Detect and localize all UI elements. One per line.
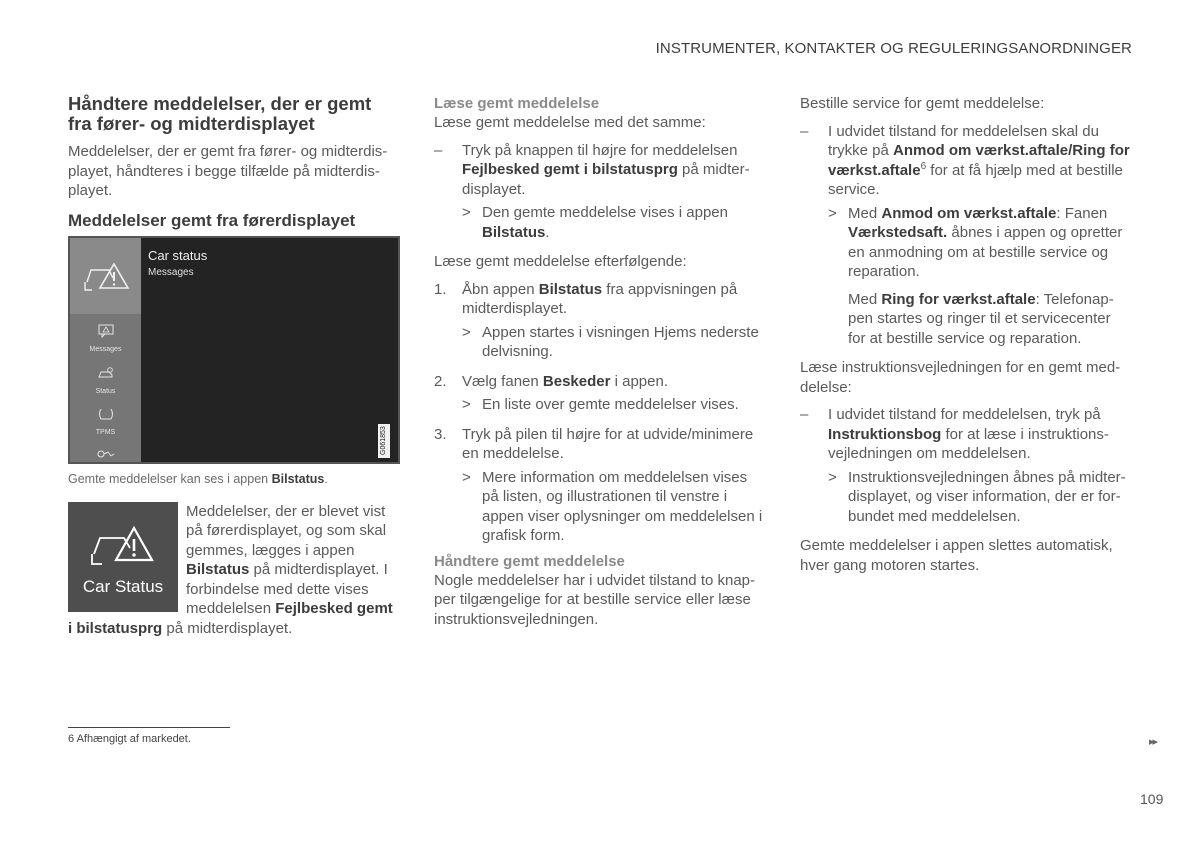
tab-service — [70, 448, 141, 462]
screen-title: Car status — [148, 248, 208, 263]
result-continuation: Med Ring for værkst.aftale: Telefonappen startes og ringer til et servicecenter for at bestille service og reparation. — [848, 290, 1114, 347]
tab-messages-label: Messages — [89, 346, 122, 353]
car-warning-icon — [70, 238, 141, 314]
order-service-intro: Bestille service for gemt meddelelse: — [800, 95, 1045, 112]
step-2: 2. Vælg fanen Beskeder i appen. — [434, 372, 668, 390]
status-icon — [97, 366, 115, 380]
tpms-icon — [97, 407, 115, 421]
tab-tpms-label: TPMS — [95, 429, 116, 436]
handle-paragraph: Nogle meddelelser har i udvidet tilstand to knapper tilgængelige for at bestille service eller læse instruktionsvejledningen. — [434, 571, 756, 628]
car-warning-icon — [90, 522, 156, 572]
figure-caption: Gemte meddelelser kan ses i appen Bilstatus. — [68, 472, 328, 486]
car-status-app-block — [68, 502, 400, 639]
subsection-title: Meddelelser gemt fra førerdisplayet — [68, 210, 356, 230]
result-item: > Med Anmod om værkst.aftale: Fanen Værkstedsaft. åbnes i appen og opretter en anmodning om at bestille service og reparation. — [828, 204, 1123, 280]
tab-status — [70, 366, 141, 402]
read-later-intro: Læse gemt meddelelse efterfølgende: — [434, 253, 687, 270]
column-3 — [800, 94, 1132, 585]
manual-intro: Læse instruktionsvejledningen for en gemt meddelelse: — [800, 359, 1121, 396]
car-warning-tile — [70, 238, 141, 314]
result-item: > Den gemte meddelelse vises i appen Bilstatus. — [462, 204, 728, 241]
column-1 — [68, 94, 400, 638]
continue-arrow-icon: ▸▸ — [1149, 736, 1157, 748]
service-wrench-icon — [96, 448, 116, 460]
section-title: Håndtere meddelelser, der er gemt fra fører- og midterdisplayet — [68, 93, 372, 134]
result-item: > Instruktionsvejledningen åbnes på midterdisplayet, og viser information, der er forbundet med meddelelsen. — [828, 468, 1126, 525]
app-tile-label: Car Status — [82, 576, 164, 596]
step-1: 1. Åbn appen Bilstatus fra appvisningen på midterdisplayet. — [434, 280, 738, 317]
screenshot-sidebar — [70, 238, 141, 462]
car-status-screenshot — [68, 236, 400, 464]
result-item: > Mere information om meddelelsen vises på listen, og illustrationen til venstre i appen viser oplysninger om meddelelsen i grafisk form. — [462, 468, 763, 544]
page-number: 109 — [1140, 791, 1164, 807]
footnote-divider — [68, 727, 230, 728]
list-item: – I udvidet tilstand for meddelelsen, tryk på Instruktionsbog for at læse i instruktionsvejledningen om meddelelsen. — [800, 406, 1109, 462]
result-item: > Appen startes i visningen Hjems nederste delvisning. — [462, 323, 759, 360]
auto-delete-paragraph: Gemte meddelelser i appen slettes automatisk, hver gang motoren startes. — [800, 537, 1113, 574]
list-item: – I udvidet tilstand for meddelelsen skal du trykke på Anmod om værkst.aftale/Ring for værkst.aftale$^6$ for at få hjælp med at bestille service. — [800, 122, 1130, 198]
result-item: > En liste over gemte meddelelser vises. — [462, 396, 739, 413]
tab-tpms — [70, 407, 141, 443]
messages-icon — [97, 324, 115, 338]
footnote: 6 Afhængigt af markedet. — [68, 733, 191, 745]
image-id-label: G061853 — [378, 424, 390, 458]
intro-paragraph: Meddelelser, der er gemt fra fører- og midterdisplayet, håndteres i begge tilfælde på midterdisplayet. — [68, 143, 388, 199]
storage-paragraph: Meddelelser, der er blevet vist på førerdisplayet, og som skal gemmes, lægges i appen Bilstatus på midterdisplayet. I forbindelse med dette vises meddelelsen Fejlbesked gemt i bilstatusprg på midterdisplayet. — [68, 502, 393, 637]
step-3: 3. Tryk på pilen til højre for at udvide/minimere en meddelelse. — [434, 425, 754, 462]
section-header: INSTRUMENTER, KONTAKTER OG REGULERINGSANORDNINGER — [655, 40, 1132, 57]
read-now-intro: Læse gemt meddelelse med det samme: — [434, 114, 706, 131]
list-item: – Tryk på knappen til højre for meddelelsen Fejlbesked gemt i bilstatusprg på midterdisplayet. — [434, 141, 750, 198]
car-status-app-tile — [68, 502, 178, 612]
tab-status-label: Status — [95, 388, 116, 395]
column-2 — [434, 94, 766, 639]
heading-handle-stored: Håndtere gemt meddelelse — [434, 552, 625, 570]
tab-messages — [70, 324, 141, 360]
screen-subtitle: Messages — [148, 267, 194, 278]
heading-read-stored: Læse gemt meddelelse — [434, 95, 600, 112]
